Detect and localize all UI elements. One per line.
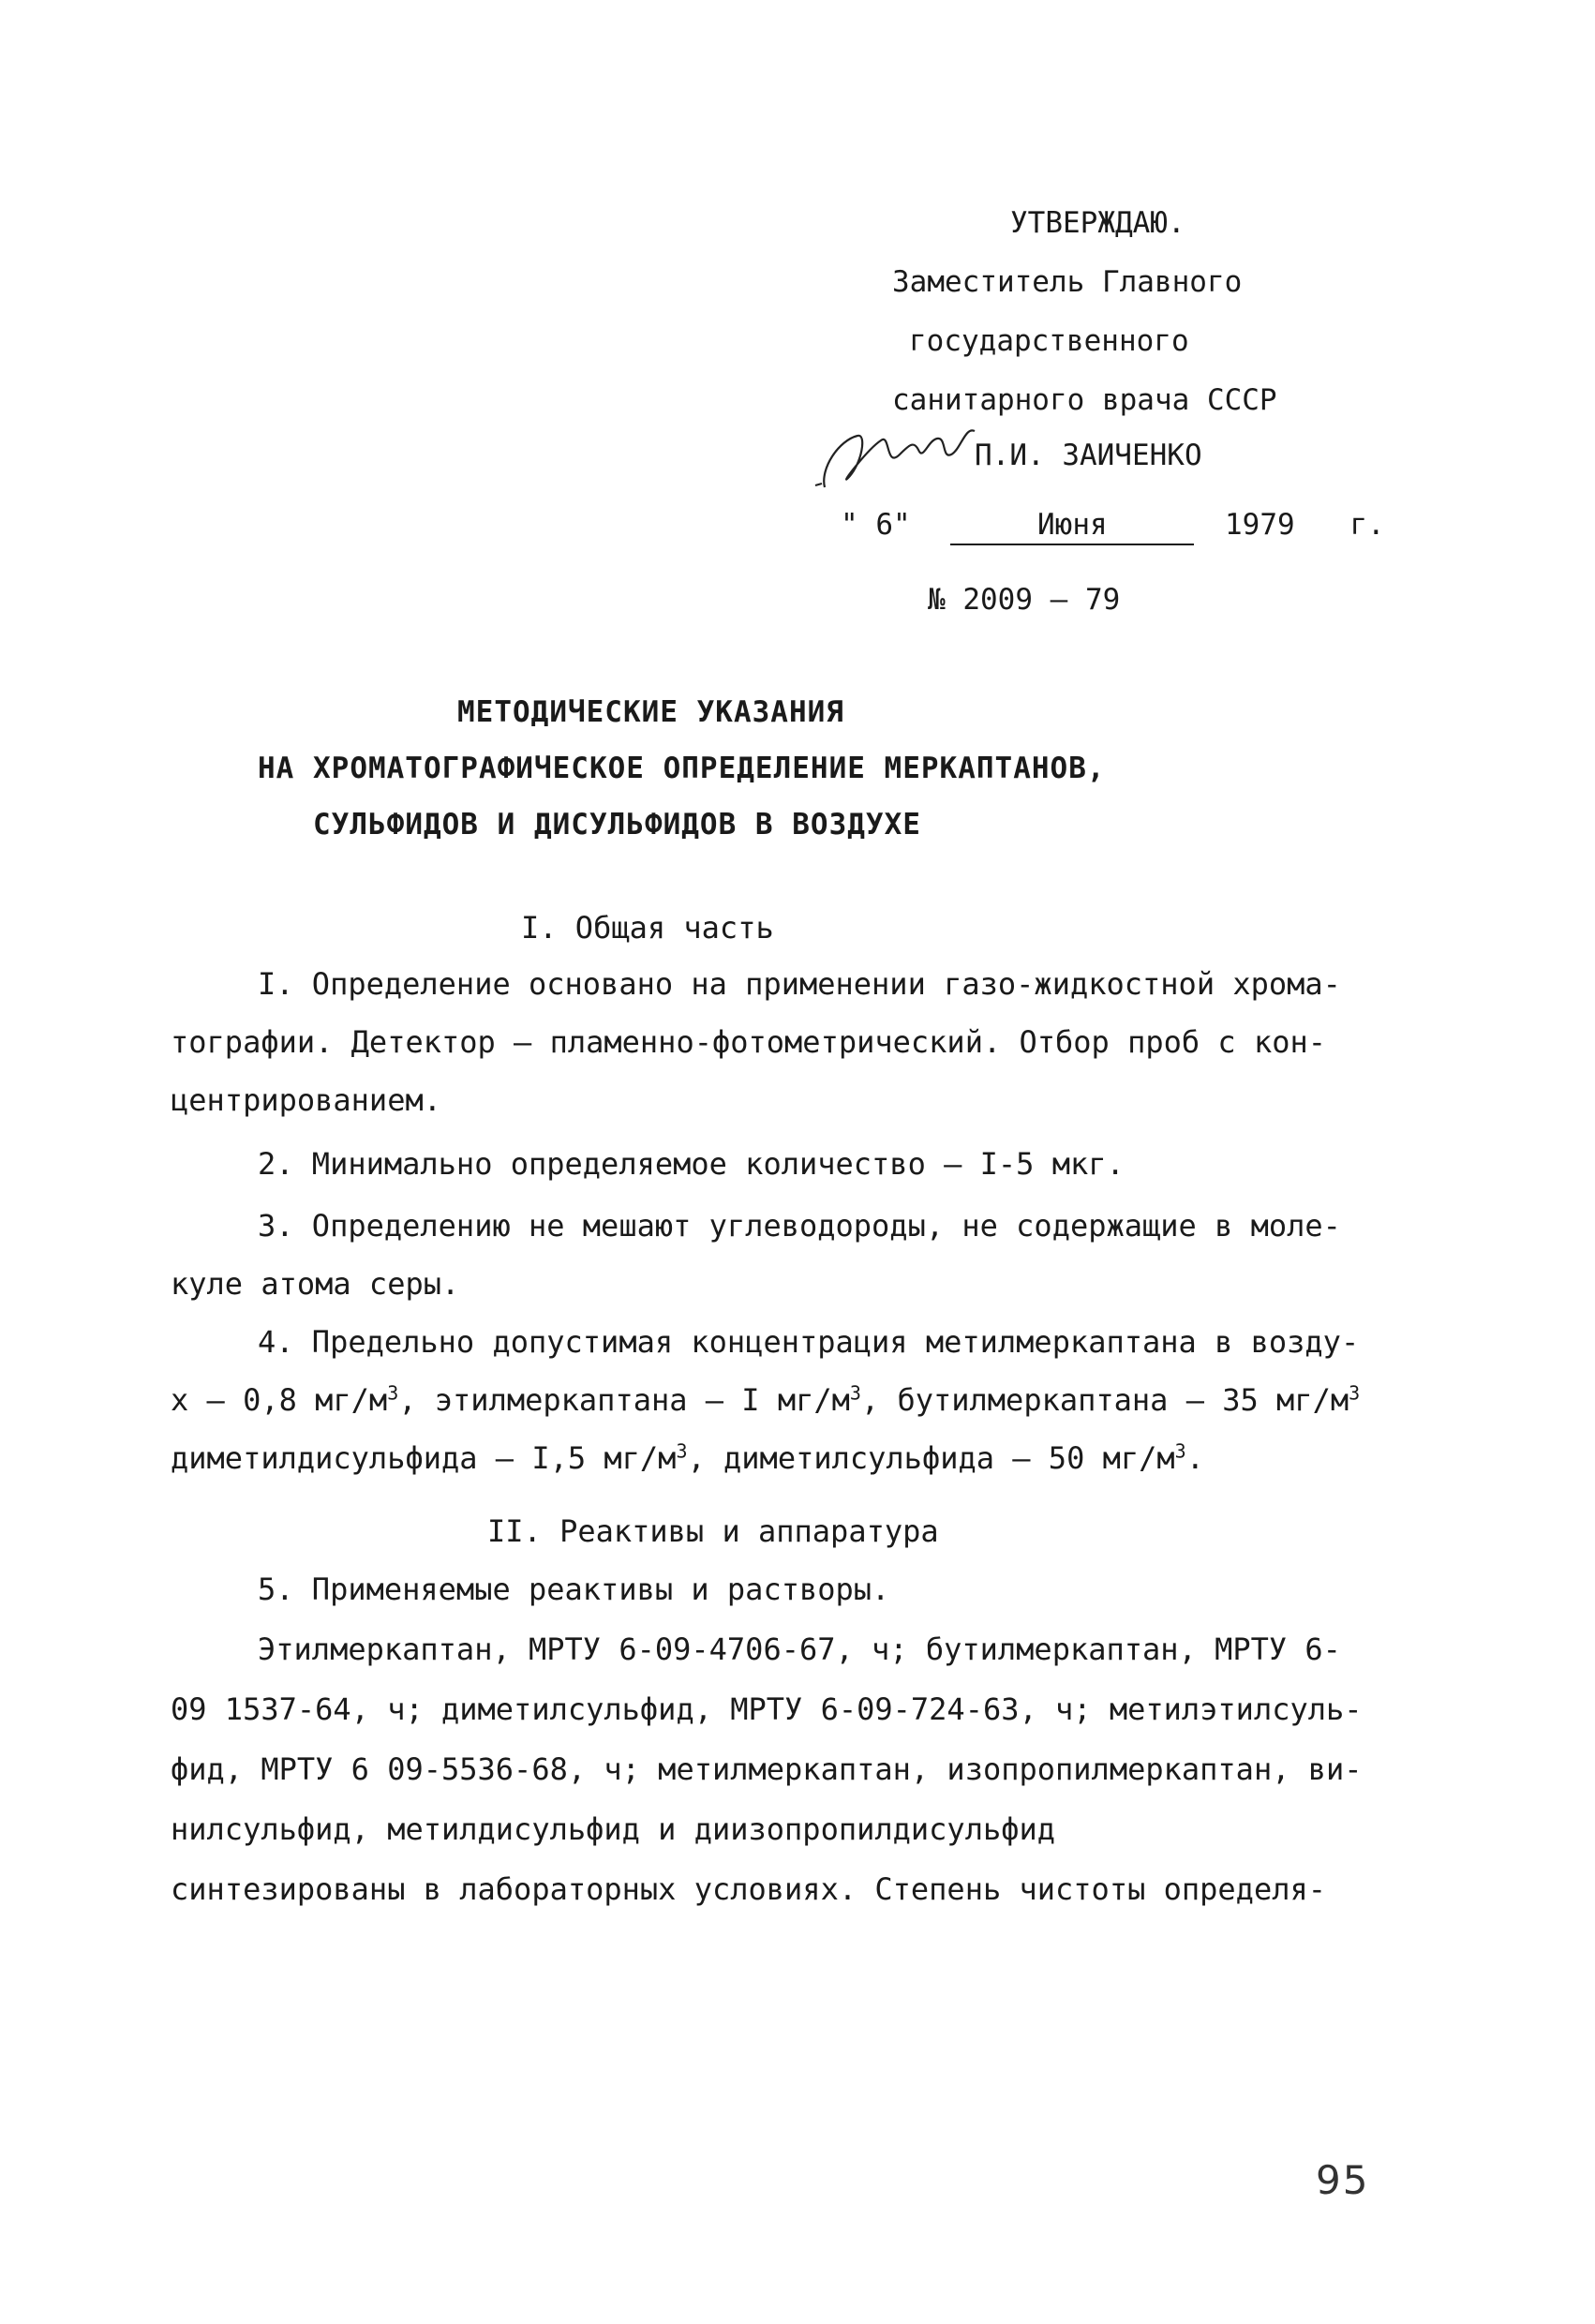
date-year: 1979	[1225, 508, 1295, 542]
approval-heading: УТВЕРЖДАЮ.	[1010, 206, 1185, 240]
title-line-2: НА ХРОМАТОГРАФИЧЕСКОЕ ОПРЕДЕЛЕНИЕ МЕРКАПТАНОВ,	[258, 752, 1106, 785]
approval-position-line-2: государственного	[909, 324, 1189, 358]
paragraph-5-line-5: нилсульфид, метилдисульфид и диизопропилдисульфид	[171, 1811, 1056, 1847]
paragraph-5-line-1: 5. Применяемые реактивы и растворы.	[258, 1572, 890, 1607]
paragraph-3-line-2: куле атома серы.	[171, 1266, 460, 1302]
superscript: 3	[849, 1381, 861, 1405]
date-month: Июня	[950, 506, 1194, 545]
date-suffix: г.	[1349, 508, 1385, 542]
paragraph-1-line-1: I. Определение основано на применении газо-жидкостной хрома-	[258, 966, 1341, 1002]
paragraph-5-line-3: 09 1537-64, ч; диметилсульфид, МРТУ 6-09-724-63, ч; метилэтилсуль-	[171, 1691, 1363, 1727]
paragraph-5-line-2: Этилмеркаптан, МРТУ 6-09-4706-67, ч; бутилмеркаптан, МРТУ 6-	[258, 1631, 1341, 1667]
superscript: 3	[1349, 1381, 1361, 1405]
approval-position-line-1: Заместитель Главного	[892, 265, 1243, 299]
paragraph-1-line-2: тографии. Детектор – пламенно-фотометрический. Отбор проб с кон-	[171, 1024, 1326, 1060]
mpc-methyl: х – 0,8 мг/м	[171, 1382, 388, 1418]
paragraph-5-line-6: синтезированы в лабораторных условиях. Степень чистоты определя-	[171, 1871, 1326, 1907]
section-1-heading: I. Общая часть	[521, 910, 774, 946]
mpc-ethyl: , этилмеркаптана – I мг/м	[398, 1382, 850, 1418]
superscript: 3	[676, 1439, 688, 1463]
paragraph-4-line-3	[171, 1439, 1204, 1477]
paragraph-4-line-1: 4. Предельно допустимая концентрация метилмеркаптана в возду-	[258, 1324, 1360, 1360]
title-line-1: МЕТОДИЧЕСКИЕ УКАЗАНИЯ	[457, 695, 844, 729]
paragraph-1-line-3: центрированием.	[171, 1082, 441, 1118]
approval-number: № 2009 – 79	[928, 583, 1121, 617]
paragraph-2-line-1: 2. Минимально определяемое количество – I-5 мкг.	[258, 1146, 1125, 1182]
mpc-butyl: , бутилмеркаптана – 35 мг/м	[860, 1382, 1349, 1418]
date-day: " 6"	[841, 508, 911, 542]
paragraph-3-line-1: 3. Определению не мешают углеводороды, не содержащие в моле-	[258, 1208, 1341, 1244]
section-2-heading: II. Реактивы и аппаратура	[487, 1513, 939, 1549]
superscript: 3	[387, 1381, 399, 1405]
page-number: 95	[1316, 2157, 1370, 2203]
approval-position-line-3: санитарного врача СССР	[892, 383, 1277, 417]
approval-name: П.И. ЗАИЧЕНКО	[975, 439, 1202, 472]
title-line-3: СУЛЬФИДОВ И ДИСУЛЬФИДОВ В ВОЗДУХЕ	[313, 808, 921, 842]
paragraph-5-line-4: фид, МРТУ 6 09-5536-68, ч; метилмеркаптан, изопропилмеркаптан, ви-	[171, 1751, 1363, 1787]
mpc-dimethyldisulfide: диметилдисульфида – I,5 мг/м	[171, 1440, 677, 1476]
period: .	[1185, 1440, 1204, 1476]
mpc-dimethylsulfide: , диметилсульфида – 50 мг/м	[687, 1440, 1175, 1476]
approval-date-line	[841, 506, 1385, 545]
superscript: 3	[1174, 1439, 1186, 1463]
paragraph-4-line-2	[171, 1381, 1360, 1419]
